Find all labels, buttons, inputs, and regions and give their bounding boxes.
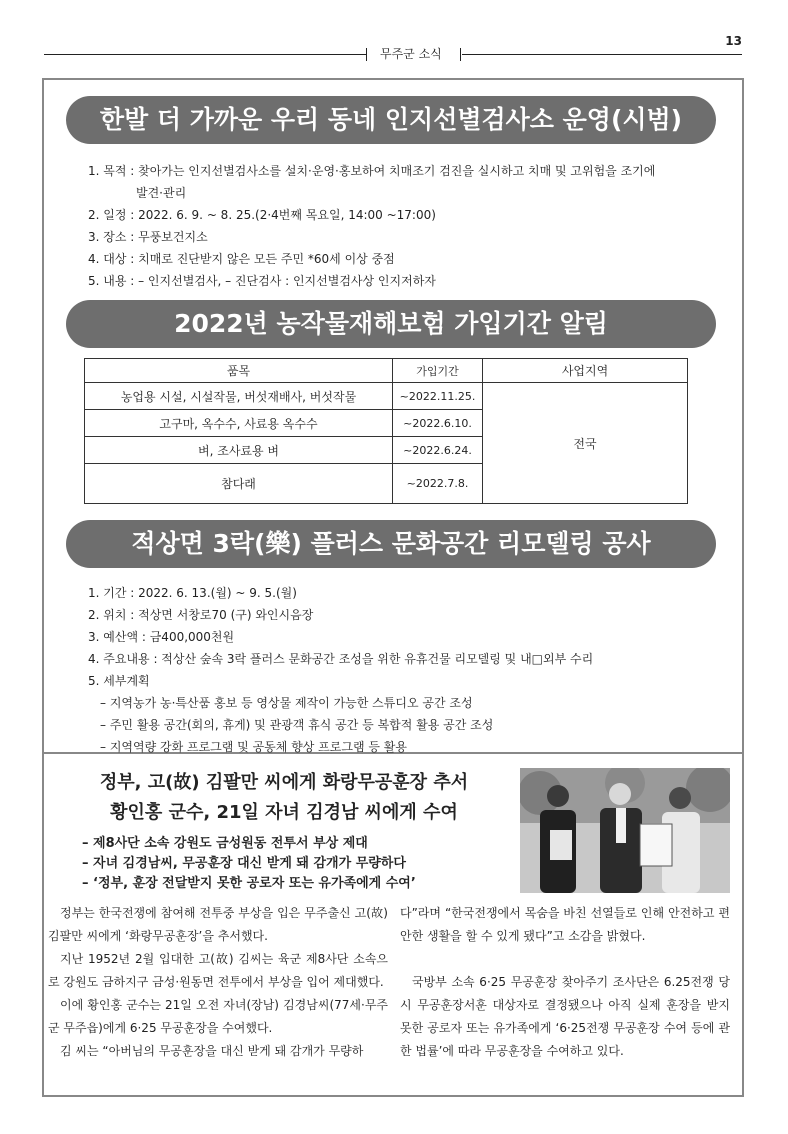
section3-item: – 지역역량 강화 프로그램 및 공동체 향상 프로그램 등 활용	[100, 740, 407, 754]
section3-title: 적상면 3락(樂) 플러스 문화공간 리모델링 공사	[66, 520, 716, 568]
news-subtitle: – 자녀 김경남씨, 무공훈장 대신 받게 돼 감개가 무량하다	[82, 856, 406, 871]
header-rule-left	[44, 54, 366, 55]
section1-item: 1. 목적 : 찾아가는 인지선별검사소를 설치·운영·홍보하여 치매조기 검진을 실시하고 치매 및 고위험을 조기에	[88, 164, 656, 178]
news-subtitle: – 제8사단 소속 강원도 금성원동 전투서 부상 제대	[82, 836, 368, 851]
section2-title: 2022년 농작물재해보험 가입기간 알림	[66, 300, 716, 348]
section1-item: 3. 장소 : 무풍보건지소	[88, 230, 208, 244]
header-tick-right	[460, 48, 461, 61]
news-title-line2: 황인홍 군수, 21일 자녀 김경남 씨에게 수여	[110, 802, 458, 823]
article-paragraph: 국방부 소속 6·25 무공훈장 찾아주기 조사단은 6.25전쟁 당시 무공훈장서훈 대상자로 결정됐으나 아직 실제 훈장을 받지 못한 공로자 또는 유가족에게 ‘6·25전쟁 무공훈장 수여 등에 관한 법률’에 따라 무공훈장을 수여하고 있다.	[400, 975, 730, 1058]
section1-item: 4. 대상 : 치매로 진단받지 않은 모든 주민 *60세 이상 중점	[88, 252, 395, 266]
news-title-line1: 정부, 고(故) 김팔만 씨에게 화랑무공훈장 추서	[99, 772, 469, 793]
article-column-right	[400, 902, 730, 1063]
section1-item: 5. 내용 : – 인지선별검사, – 진단검사 : 인지선별검사상 인지저하자	[88, 274, 436, 288]
section1-item: 발견·관리	[136, 186, 187, 200]
cell-item: 참다래	[85, 464, 393, 504]
column-header-item: 품목	[85, 359, 393, 383]
cell-region: 전국	[483, 383, 688, 504]
column-header-region: 사업지역	[483, 359, 688, 383]
table-row	[85, 383, 688, 410]
article-paragraph: 이에 황인홍 군수는 21일 오전 자녀(장남) 김경남씨(77세·무주군 무주읍)에게 6·25 무공훈장을 수여했다.	[48, 998, 388, 1035]
header-rule-right	[462, 54, 742, 55]
cell-period: ~2022.6.10.	[393, 410, 483, 437]
section3-item: – 주민 활용 공간(회의, 휴게) 및 관광객 휴식 공간 등 복합적 활용 공간 조성	[100, 718, 494, 732]
cell-period: ~2022.7.8.	[393, 464, 483, 504]
cell-item: 벼, 조사료용 벼	[85, 437, 393, 464]
section3-item: 1. 기간 : 2022. 6. 13.(월) ~ 9. 5.(월)	[88, 586, 297, 600]
section3-item: – 지역농가 농·특산품 홍보 등 영상물 제작이 가능한 스튜디오 공간 조성	[100, 696, 473, 710]
column-header-period: 가입기간	[393, 359, 483, 383]
section1-item: 2. 일정 : 2022. 6. 9. ~ 8. 25.(2·4번째 목요일, 14:00 ~17:00)	[88, 208, 436, 222]
cell-item: 농업용 시설, 시설작물, 버섯재배사, 버섯작물	[85, 383, 393, 410]
cell-period: ~2022.11.25.	[393, 383, 483, 410]
article-paragraph: 김 씨는 “아버님의 무공훈장을 대신 받게 돼 감개가 무량하	[60, 1044, 364, 1058]
section3-item: 2. 위치 : 적상면 서창로70 (구) 와인시음장	[88, 608, 314, 622]
article-paragraph: 다”라며 “한국전쟁에서 목숨을 바친 선열들로 인해 안전하고 편안한 생활을 할 수 있게 됐다”고 소감을 밝혔다.	[400, 906, 730, 943]
article-column-left	[48, 902, 388, 1063]
section3-item: 4. 주요내용 : 적상산 숲속 3락 플러스 문화공간 조성을 위한 유휴건물 리모델링 및 내□외부 수리	[88, 652, 594, 666]
cell-item: 고구마, 옥수수, 사료용 옥수수	[85, 410, 393, 437]
section3-item: 3. 예산액 : 금400,000천원	[88, 630, 235, 644]
cell-period: ~2022.6.24.	[393, 437, 483, 464]
section3-item: 5. 세부계획	[88, 674, 150, 688]
section1-title: 한발 더 가까운 우리 동네 인지선별검사소 운영(시범)	[66, 96, 716, 144]
news-subtitle: – ‘정부, 훈장 전달받지 못한 공로자 또는 유가족에게 수여’	[82, 876, 416, 891]
header-title: 무주군 소식	[380, 47, 442, 61]
table-header-row	[85, 359, 688, 383]
header-tick-left	[366, 48, 367, 61]
award-ceremony-photo	[520, 768, 730, 893]
article-paragraph: 정부는 한국전쟁에 참여해 전투중 부상을 입은 무주출신 고(故) 김팔만 씨에게 ‘화랑무공훈장’을 추서했다.	[48, 906, 388, 943]
page-number: 13	[725, 34, 742, 48]
article-paragraph: 지난 1952년 2월 입대한 고(故) 김씨는 육군 제8사단 소속으로 강원도 금하지구 금성·원동면 전투에서 부상을 입어 제대했다.	[48, 952, 388, 989]
insurance-table	[84, 358, 688, 504]
